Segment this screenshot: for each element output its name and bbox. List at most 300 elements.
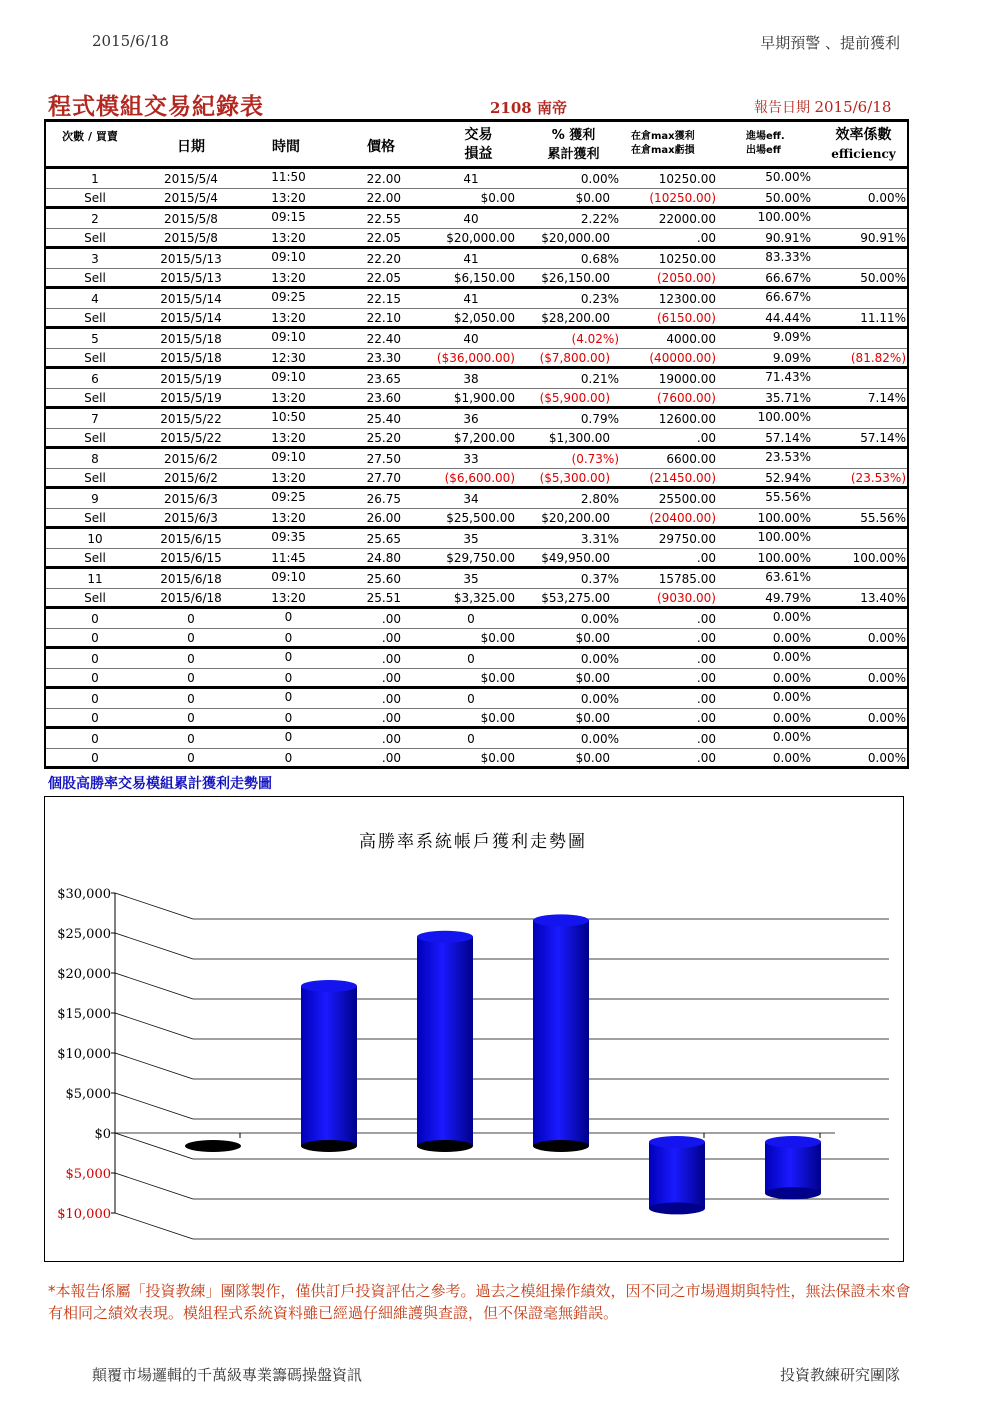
- bar-bottom: [417, 1140, 473, 1152]
- table-row: [46, 330, 907, 349]
- table-row: [46, 290, 907, 309]
- cell-price: 25.60: [366, 572, 401, 586]
- trade-group: [46, 289, 907, 329]
- cell-trade: ($36,000.00): [436, 351, 515, 365]
- cell-count: 7: [91, 412, 99, 426]
- cell-time: 0: [284, 650, 293, 664]
- cell-eff: 23.53%: [765, 450, 811, 464]
- footer-right: 投資教練研究團隊: [779, 1366, 900, 1384]
- header-pct: [531, 126, 616, 170]
- cell-price: 22.05: [366, 231, 401, 245]
- cell-count: 6: [91, 372, 99, 386]
- table-row: [46, 229, 907, 247]
- cell-price: 27.70: [366, 471, 401, 485]
- header-count: 次數 / 買賣: [62, 130, 118, 143]
- trade-group: [46, 249, 907, 289]
- cell-price: .00: [381, 732, 401, 746]
- cell-pct: 0.00%: [580, 172, 619, 186]
- cell-pct: 0.68%: [580, 252, 619, 266]
- cell-time: 13:20: [271, 231, 306, 245]
- chart-bar: [649, 1133, 705, 1214]
- cell-trade: $29,750.00: [446, 551, 515, 565]
- cell-pct: $53,275.00: [541, 591, 610, 605]
- cell-pct: 0.00%: [580, 652, 619, 666]
- disclaimer: *本報告係屬「投資教練」團隊製作，僅供訂戶投資評估之參考。過去之模組操作績效，因不同之市場週期與特性，無法保證未來會有相同之績效表現。模組程式系統資料雖已經過仔細維護與查證，但不保證毫無錯誤。: [48, 1282, 911, 1322]
- cell-eff: 0.00%: [772, 610, 811, 624]
- cell-trade: $0.00: [480, 671, 515, 685]
- cell-time: 09:10: [271, 330, 306, 344]
- cell-pct: 2.80%: [580, 492, 619, 506]
- cell-eff: 9.09%: [772, 351, 811, 365]
- cell-efficiency: 57.14%: [860, 431, 906, 445]
- cell-trade: 33: [463, 452, 479, 466]
- cell-efficiency: 50.00%: [860, 271, 906, 285]
- cell-price: .00: [381, 751, 401, 765]
- cell-eff: 100.00%: [757, 210, 811, 224]
- y-tick-label: $30,000: [57, 887, 111, 902]
- header-pct-line2: 累計獲利: [547, 147, 600, 162]
- cell-max: (10250.00): [649, 191, 716, 205]
- cell-max: 6600.00: [666, 452, 716, 466]
- header-efficiency-line1: 效率係數: [835, 127, 892, 143]
- cell-pct: $20,200.00: [541, 511, 610, 525]
- cell-pct: $0.00: [575, 191, 610, 205]
- cell-eff: 52.94%: [765, 471, 811, 485]
- cell-max: .00: [696, 431, 716, 445]
- cell-trade: 0: [467, 612, 475, 626]
- trade-group: [46, 169, 907, 209]
- header-max: [631, 130, 716, 174]
- table-row: [46, 650, 907, 669]
- trade-group: [46, 689, 907, 729]
- cell-max: 25500.00: [658, 492, 716, 506]
- trade-group: [46, 409, 907, 449]
- header-time: 時間: [272, 139, 300, 155]
- cell-date: 2015/6/3: [164, 492, 218, 506]
- cell-price: 27.50: [366, 452, 401, 466]
- y-tick-label: $25,000: [57, 927, 111, 942]
- cell-eff: 0.00%: [772, 730, 811, 744]
- cell-count: 8: [91, 452, 99, 466]
- report-date-value: 2015/6/18: [814, 98, 892, 116]
- trade-group: [46, 329, 907, 369]
- cell-pct: 3.31%: [580, 532, 619, 546]
- cell-date: 2015/5/13: [160, 252, 222, 266]
- cell-pct: 2.22%: [580, 212, 619, 226]
- chart-bar: [301, 980, 357, 1152]
- chart-bars: [185, 914, 821, 1214]
- cell-eff: 49.79%: [765, 591, 811, 605]
- table-row: [46, 210, 907, 229]
- cell-eff: 90.91%: [765, 231, 811, 245]
- header-slogan: 早期預警 、提前獲利: [760, 34, 900, 52]
- cell-trade: $6,150.00: [453, 271, 515, 285]
- cell-efficiency: 0.00%: [867, 671, 906, 685]
- cell-count: 0: [91, 732, 99, 746]
- cell-pct: $20,000.00: [541, 231, 610, 245]
- cell-eff: 0.00%: [772, 631, 811, 645]
- cell-trade: $3,325.00: [453, 591, 515, 605]
- cell-eff: 83.33%: [765, 250, 811, 264]
- cell-price: 22.00: [366, 172, 401, 186]
- cell-date: 2015/6/2: [164, 471, 218, 485]
- cell-eff: 100.00%: [757, 511, 811, 525]
- cell-count: Sell: [84, 311, 106, 325]
- cell-efficiency: 7.14%: [867, 391, 906, 405]
- cell-count: Sell: [84, 471, 106, 485]
- cell-eff: 50.00%: [765, 170, 811, 184]
- cell-time: 0: [284, 610, 293, 624]
- cell-count: 0: [91, 671, 99, 685]
- gridline-depth: [115, 1053, 193, 1079]
- table-row: [46, 549, 907, 567]
- cell-eff: 0.00%: [772, 671, 811, 685]
- cell-time: 11:45: [271, 551, 306, 565]
- cell-count: 5: [91, 332, 99, 346]
- cell-max: .00: [696, 671, 716, 685]
- cell-trade: ($6,600.00): [444, 471, 515, 485]
- cell-trade: 35: [463, 572, 479, 586]
- cell-trade: 0: [467, 692, 475, 706]
- table-row: [46, 709, 907, 727]
- cell-eff: 100.00%: [757, 551, 811, 565]
- cell-count: 0: [91, 631, 99, 645]
- cell-trade: 0: [467, 652, 475, 666]
- cell-max: .00: [696, 711, 716, 725]
- cell-pct: 0.00%: [580, 612, 619, 626]
- cell-max: .00: [696, 631, 716, 645]
- y-tick-label: $10,000: [57, 1207, 111, 1222]
- table-row: [46, 610, 907, 629]
- profit-chart-svg: [45, 797, 903, 1261]
- cell-trade: $25,500.00: [446, 511, 515, 525]
- cell-time: 0: [284, 730, 293, 744]
- cell-price: 23.30: [366, 351, 401, 365]
- cell-time: 09:10: [271, 570, 306, 584]
- bar-bottom: [533, 1140, 589, 1152]
- cell-eff: 50.00%: [765, 191, 811, 205]
- cell-trade: $0.00: [480, 751, 515, 765]
- table-row: [46, 309, 907, 327]
- cell-pct: (4.02%): [571, 332, 619, 346]
- y-tick-label: $0: [94, 1127, 111, 1142]
- cell-date: 0: [187, 751, 195, 765]
- cell-price: 25.65: [366, 532, 401, 546]
- cell-max: 12600.00: [658, 412, 716, 426]
- table-row: [46, 370, 907, 389]
- cell-time: 09:15: [271, 210, 306, 224]
- cell-pct: ($5,300.00): [539, 471, 610, 485]
- cell-max: .00: [696, 732, 716, 746]
- cell-count: 0: [91, 612, 99, 626]
- cell-price: 24.80: [366, 551, 401, 565]
- cell-eff: 63.61%: [765, 570, 811, 584]
- table-row: [46, 410, 907, 429]
- cell-max: .00: [696, 231, 716, 245]
- cell-date: 2015/5/13: [160, 271, 222, 285]
- cell-eff: 0.00%: [772, 711, 811, 725]
- table-row: [46, 669, 907, 687]
- table-row: [46, 389, 907, 407]
- cell-time: 13:20: [271, 311, 306, 325]
- gridline-depth: [115, 1013, 193, 1039]
- trade-group: [46, 729, 907, 766]
- cell-count: Sell: [84, 551, 106, 565]
- y-tick-label: $15,000: [57, 1007, 111, 1022]
- cell-time: 13:20: [271, 271, 306, 285]
- cell-date: 2015/5/4: [164, 172, 218, 186]
- cell-date: 0: [187, 612, 195, 626]
- gridline-depth: [115, 1213, 193, 1239]
- cell-count: Sell: [84, 511, 106, 525]
- cell-trade: 0: [467, 732, 475, 746]
- header-eff: [746, 130, 806, 174]
- table-row: [46, 629, 907, 647]
- cell-price: 25.20: [366, 431, 401, 445]
- cell-count: 0: [91, 751, 99, 765]
- cell-max: .00: [696, 652, 716, 666]
- cell-pct: $0.00: [575, 631, 610, 645]
- cell-max: 15785.00: [658, 572, 716, 586]
- cell-time: 0: [284, 751, 293, 765]
- cell-date: 2015/6/3: [164, 511, 218, 525]
- header-max-line1: 在倉max獲利: [631, 131, 695, 142]
- cell-count: Sell: [84, 351, 106, 365]
- cell-time: 09:35: [271, 530, 306, 544]
- cell-date: 2015/6/2: [164, 452, 218, 466]
- cell-date: 2015/5/19: [160, 372, 222, 386]
- cell-pct: $28,200.00: [541, 311, 610, 325]
- cell-max: 19000.00: [658, 372, 716, 386]
- cell-time: 13:20: [271, 431, 306, 445]
- y-tick-label: $10,000: [57, 1047, 111, 1062]
- cell-date: 2015/5/14: [160, 311, 222, 325]
- cell-pct: 0.79%: [580, 412, 619, 426]
- cell-eff: 35.71%: [765, 391, 811, 405]
- cell-price: 26.00: [366, 511, 401, 525]
- table-body: [46, 169, 907, 766]
- bar-body: [649, 1142, 705, 1208]
- cell-price: 22.10: [366, 311, 401, 325]
- cell-pct: ($5,900.00): [539, 391, 610, 405]
- chart-bar: [765, 1133, 821, 1199]
- gridline-depth: [115, 1173, 193, 1199]
- header-pct-line1: % 獲利: [551, 128, 596, 143]
- cell-max: 12300.00: [658, 292, 716, 306]
- cell-price: 23.65: [366, 372, 401, 386]
- cell-max: 29750.00: [658, 532, 716, 546]
- cell-trade: 35: [463, 532, 479, 546]
- bar-top: [417, 931, 473, 943]
- cell-max: 10250.00: [658, 172, 716, 186]
- cell-date: 2015/5/8: [164, 212, 218, 226]
- cell-count: Sell: [84, 431, 106, 445]
- cell-eff: 100.00%: [757, 530, 811, 544]
- cell-time: 09:25: [271, 290, 306, 304]
- cell-price: .00: [381, 631, 401, 645]
- cell-date: 0: [187, 692, 195, 706]
- cell-max: (6150.00): [657, 311, 716, 325]
- cell-count: Sell: [84, 231, 106, 245]
- cell-count: Sell: [84, 191, 106, 205]
- cell-price: .00: [381, 652, 401, 666]
- cell-time: 12:30: [271, 351, 306, 365]
- cell-date: 2015/5/8: [164, 231, 218, 245]
- cell-pct: 0.23%: [580, 292, 619, 306]
- cell-date: 0: [187, 732, 195, 746]
- cell-trade: 34: [463, 492, 479, 506]
- cell-eff: 66.67%: [765, 271, 811, 285]
- cell-time: 0: [284, 690, 293, 704]
- cell-price: .00: [381, 692, 401, 706]
- cell-pct: $49,950.00: [541, 551, 610, 565]
- cell-eff: 100.00%: [757, 410, 811, 424]
- table-row: [46, 189, 907, 207]
- cell-efficiency: (81.82%): [850, 351, 906, 365]
- cell-max: (21450.00): [649, 471, 716, 485]
- gridline-depth: [115, 893, 193, 919]
- trade-group: [46, 489, 907, 529]
- table-row: [46, 250, 907, 269]
- cell-date: 2015/5/22: [160, 431, 222, 445]
- gridline-depth: [115, 973, 193, 999]
- table-row: [46, 429, 907, 447]
- cell-time: 0: [284, 711, 293, 725]
- header-eff-line1: 進場eff.: [746, 131, 785, 142]
- bar-top: [301, 980, 357, 992]
- bar-body: [533, 920, 589, 1146]
- bar-top: [649, 1136, 705, 1148]
- cell-price: 25.40: [366, 412, 401, 426]
- cell-time: 13:20: [271, 471, 306, 485]
- cell-eff: 0.00%: [772, 690, 811, 704]
- cell-max: 4000.00: [666, 332, 716, 346]
- table-row: [46, 749, 907, 767]
- cell-price: .00: [381, 711, 401, 725]
- cell-date: 2015/5/18: [160, 351, 222, 365]
- cell-trade: $0.00: [480, 631, 515, 645]
- table-row: [46, 490, 907, 509]
- y-tick-label: $5,000: [65, 1087, 111, 1102]
- chart-section-label: 個股高勝率交易模組累計獲利走勢圖: [48, 776, 272, 792]
- cell-date: 2015/6/15: [160, 532, 222, 546]
- chart-y-ticks: [57, 887, 111, 1222]
- cell-count: 3: [91, 252, 99, 266]
- table-row: [46, 469, 907, 487]
- trade-group: [46, 569, 907, 609]
- header-efficiency: [821, 126, 906, 170]
- cell-pct: (0.73%): [571, 452, 619, 466]
- trade-group: [46, 449, 907, 489]
- cell-eff: 44.44%: [765, 311, 811, 325]
- header-date: 日期: [177, 139, 205, 155]
- gridline-depth: [115, 1093, 193, 1119]
- cell-price: 25.51: [366, 591, 401, 605]
- cell-max: .00: [696, 551, 716, 565]
- cell-date: 0: [187, 631, 195, 645]
- cell-efficiency: 90.91%: [860, 231, 906, 245]
- cell-count: Sell: [84, 271, 106, 285]
- trade-group: [46, 649, 907, 689]
- cell-pct: $1,300.00: [548, 431, 610, 445]
- cell-trade: 41: [463, 252, 479, 266]
- cell-time: 09:25: [271, 490, 306, 504]
- chart-bar: [185, 1133, 241, 1152]
- cell-pct: $0.00: [575, 711, 610, 725]
- cell-count: Sell: [84, 391, 106, 405]
- cell-trade: 38: [463, 372, 479, 386]
- header-max-line2: 在倉max虧損: [631, 145, 695, 156]
- cell-eff: 0.00%: [772, 751, 811, 765]
- cell-pct: $26,150.00: [541, 271, 610, 285]
- chart-bar: [417, 931, 473, 1152]
- cell-trade: $7,200.00: [453, 431, 515, 445]
- cell-efficiency: 0.00%: [867, 191, 906, 205]
- cell-max: (2050.00): [657, 271, 716, 285]
- cell-max: (40000.00): [649, 351, 716, 365]
- cell-time: 09:10: [271, 370, 306, 384]
- cell-time: 13:20: [271, 191, 306, 205]
- cell-price: 26.75: [366, 492, 401, 506]
- cell-time: 13:20: [271, 391, 306, 405]
- header-efficiency-line2: efficiency: [831, 147, 896, 161]
- cell-trade: $2,050.00: [453, 311, 515, 325]
- cell-count: Sell: [84, 591, 106, 605]
- header-trade: [441, 126, 516, 170]
- header-price: 價格: [367, 139, 395, 155]
- cell-date: 2015/5/14: [160, 292, 222, 306]
- gridline-depth: [115, 1133, 193, 1159]
- cell-max: 10250.00: [658, 252, 716, 266]
- cell-price: 23.60: [366, 391, 401, 405]
- bar-base: [185, 1140, 241, 1152]
- cell-pct: 0.37%: [580, 572, 619, 586]
- table-row: [46, 269, 907, 287]
- trade-group: [46, 529, 907, 569]
- cell-trade: 40: [463, 212, 479, 226]
- cell-efficiency: 100.00%: [852, 551, 906, 565]
- cell-pct: ($7,800.00): [539, 351, 610, 365]
- cell-price: 22.20: [366, 252, 401, 266]
- cell-price: .00: [381, 612, 401, 626]
- cell-trade: 41: [463, 172, 479, 186]
- cell-count: 0: [91, 692, 99, 706]
- cell-efficiency: 0.00%: [867, 711, 906, 725]
- trade-group: [46, 609, 907, 649]
- header-eff-line2: 出場eff: [746, 145, 781, 156]
- table-row: [46, 509, 907, 527]
- bar-body: [417, 937, 473, 1146]
- cell-date: 2015/5/18: [160, 332, 222, 346]
- header-trade-line2: 損益: [464, 146, 493, 162]
- cell-eff: 66.67%: [765, 290, 811, 304]
- cell-time: 13:20: [271, 511, 306, 525]
- cell-date: 0: [187, 711, 195, 725]
- cell-count: 11: [87, 572, 103, 586]
- cell-time: 0: [284, 631, 293, 645]
- cell-eff: 0.00%: [772, 650, 811, 664]
- cell-count: 0: [91, 652, 99, 666]
- cell-count: 1: [91, 172, 99, 186]
- cell-time: 09:10: [271, 250, 306, 264]
- table-row: [46, 450, 907, 469]
- header-date: 2015/6/18: [92, 32, 169, 50]
- stock-name: 2108 南帝: [490, 99, 567, 117]
- cell-efficiency: 0.00%: [867, 631, 906, 645]
- cell-time: 10:50: [271, 410, 306, 424]
- cell-efficiency: (23.53%): [850, 471, 906, 485]
- cell-date: 2015/5/19: [160, 391, 222, 405]
